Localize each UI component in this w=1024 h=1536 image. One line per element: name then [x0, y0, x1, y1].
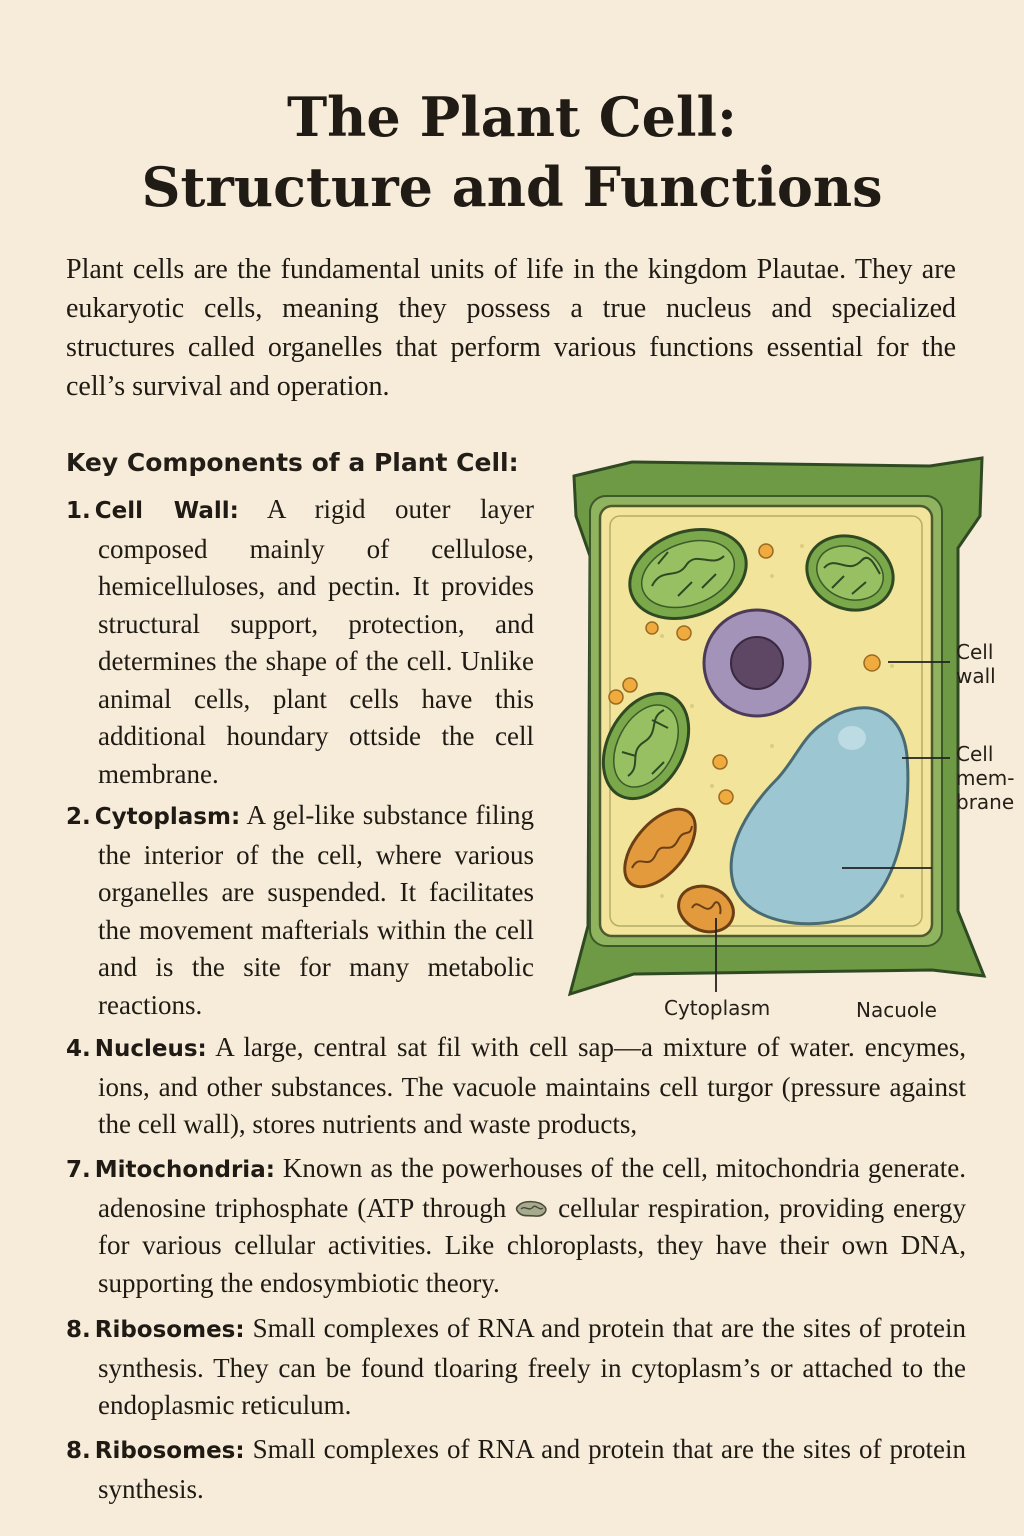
item-number: 8. — [66, 1317, 91, 1343]
intro-paragraph: Plant cells are the fundamental units of life in the kingdom Plautae. They are eukaryotic cells, meaning they possess a true nucleus and specialized structures called organelles that perform various functions essential for the cell’s survival and operation. — [66, 254, 956, 402]
plant-cell-diagram — [552, 456, 1024, 1026]
label-cell-membrane-line-2: mem- — [956, 766, 1015, 790]
item-number: 7. — [66, 1157, 91, 1183]
list-item-cytoplasm — [66, 797, 534, 1024]
item-term: Ribosomes: — [94, 1317, 245, 1343]
title-line-2: Structure and Functions — [141, 155, 883, 219]
item-number: 2. — [66, 804, 91, 830]
item-term: Cytoplasm: — [94, 804, 241, 830]
label-cell-wall-line-1: Cell — [956, 640, 994, 664]
item-text: A gel-like substance filing the interior of the cell, where various organelles are suspended. It facilitates the movement mafterials within the cell and is the site for many metabolic reactions. — [98, 800, 535, 1020]
item-text: A large, central sat fil with cell sap—a mixture of water. encymes, ions, and other substances. The vacuole maintains cell turgor (pressure against the cell wall), stores nutrients and waste products, — [98, 1032, 966, 1139]
item-text: A rigid outer layer composed mainly of cellulose, hemicelluloses, and pectin. It provides structural support, protection, and determines the shape of the cell. Unlike animal cells, plant cells have this additional houndary ottside the cell membrane. — [98, 494, 534, 789]
item-text-after-icon: cellular respiration, providing energy for various cellular activities. Like chloroplasts, they have their own DNA, supporting the endosymbiotic theory. — [98, 1192, 967, 1298]
item-text-before-icon: Known as the powerhouses of the cell, mitochondria generate. adenosine triphosphate (ATP through — [98, 1153, 966, 1223]
list-item-nucleus — [66, 1029, 966, 1144]
item-number: 1. — [66, 498, 91, 524]
list-item-ribosomes — [66, 1310, 966, 1425]
label-cell-membrane-line-1: Cell — [956, 742, 994, 766]
section-heading: Key Components of a Plant Cell: — [66, 448, 519, 477]
label-cell-membrane-line-3: brane — [956, 790, 1015, 814]
mitochondrion-icon — [515, 1193, 549, 1215]
page-title — [0, 82, 1024, 222]
list-item-cell-wall — [66, 491, 534, 793]
item-number: 8. — [66, 1438, 91, 1464]
item-term: Cell Wall: — [94, 498, 239, 524]
label-cell-wall-line-2: wall — [956, 664, 996, 688]
nucleus-shape — [704, 610, 810, 716]
list-item-mitochondria — [66, 1150, 966, 1302]
label-cell-membrane — [956, 742, 1015, 814]
item-text: Small complexes of RNA and protein that are the sites of protein synthesis. — [98, 1434, 967, 1504]
list-item-ribosomes-repeat — [66, 1431, 966, 1508]
title-line-1: The Plant Cell: — [286, 85, 737, 149]
item-number: 4. — [66, 1036, 91, 1062]
item-term: Mitochondria: — [94, 1157, 275, 1183]
label-cytoplasm: Cytoplasm — [664, 996, 771, 1020]
item-text: Small complexes of RNA and protein that are the sites of protein synthesis. They can be found tloaring freely in cytoplasm’s or attached to the endoplasmic reticulum. — [98, 1313, 967, 1420]
label-cell-wall — [956, 640, 996, 688]
item-term: Ribosomes: — [94, 1438, 245, 1464]
item-term: Nucleus: — [94, 1036, 207, 1062]
label-vacuole: Nacuole — [856, 998, 937, 1022]
